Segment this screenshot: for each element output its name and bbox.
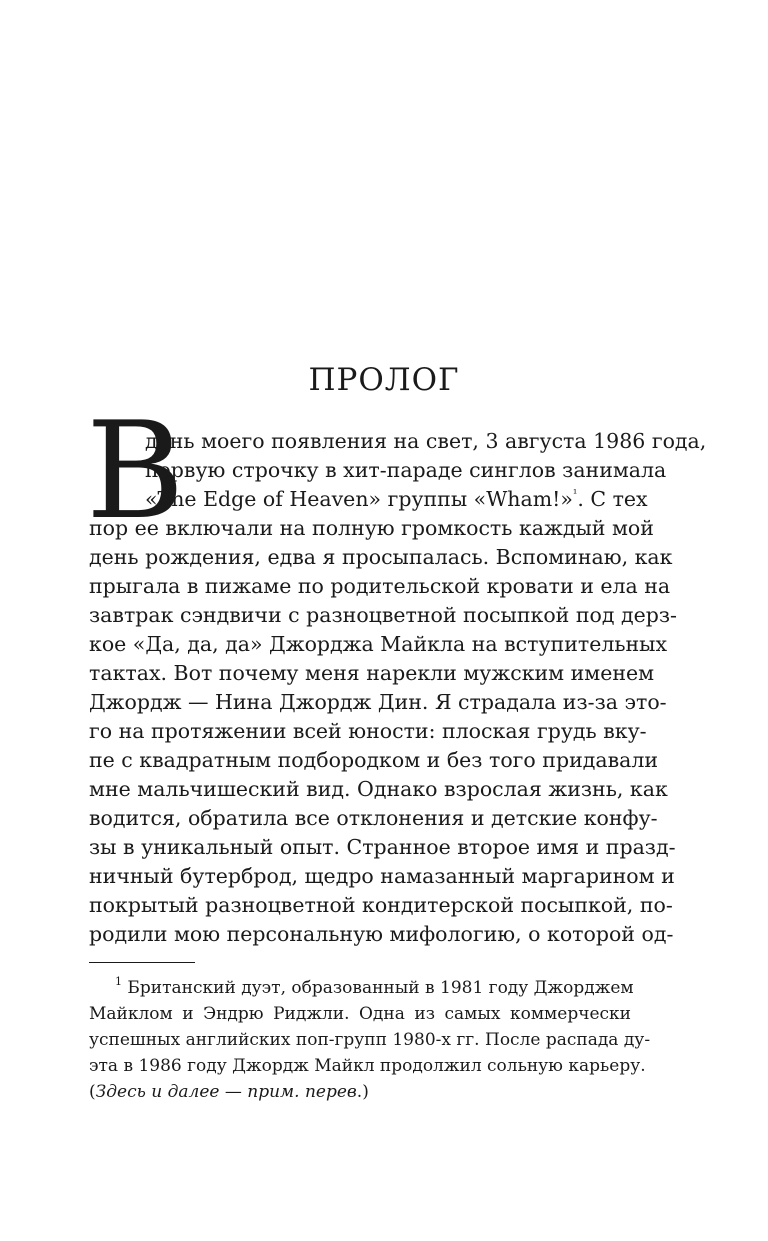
paragraph-line: кое «Да, да, да» Джорджа Майкла на вступительных xyxy=(89,632,668,656)
paragraph-line: ничный бутерброд, щедро намазанный маргарином и xyxy=(89,864,675,888)
drop-cap: В xyxy=(86,393,185,549)
paragraph-line-text: . С тех xyxy=(577,487,648,511)
paragraph-line: водится, обратила все отклонения и детские конфу- xyxy=(89,806,658,830)
paragraph-line: мне мальчишеский вид. Однако взрослая жизнь, как xyxy=(89,777,668,801)
footnote-line-text: Британский дуэт, образованный в 1981 году Джорджем xyxy=(127,978,634,998)
footnote-divider xyxy=(89,962,195,963)
paragraph-line: пор ее включали на полную громкость каждый мой xyxy=(89,516,654,540)
footnote-line-text: ( xyxy=(89,1082,96,1102)
paragraph-line: прыгала в пижаме по родительской кровати и ела на xyxy=(89,574,671,598)
paragraph-line: первую строчку в хит-параде синглов занимала xyxy=(145,458,667,482)
paragraph-line: день рождения, едва я просыпалась. Вспоминаю, как xyxy=(89,545,673,569)
footnote-line xyxy=(115,974,634,1002)
paragraph-line: завтрак сэндвичи с разноцветной посыпкой под дерз- xyxy=(89,603,677,627)
footnote-line: Майклом и Эндрю Риджли. Одна из самых коммерчески xyxy=(89,1004,631,1024)
paragraph-line-text: «The Edge of Heaven» группы «Wham!» xyxy=(145,487,573,511)
paragraph-line: Джордж — Нина Джордж Дин. Я страдала из-за это- xyxy=(89,690,667,714)
footnote-line xyxy=(89,1078,369,1106)
paragraph-line: день моего появления на свет, 3 августа 1986 года, xyxy=(145,429,707,453)
paragraph-line: тактах. Вот почему меня нарекли мужским именем xyxy=(89,661,655,685)
footnote-number: 1 xyxy=(115,975,122,989)
chapter-title: ПРОЛОГ xyxy=(308,362,460,398)
paragraph-line: го на протяжении всей юности: плоская грудь вку- xyxy=(89,719,647,743)
footnote-marker: ¹ xyxy=(572,487,578,501)
paragraph-line: покрытый разноцветной кондитерской посыпкой, по- xyxy=(89,893,673,917)
footnote-line-text: .) xyxy=(356,1082,369,1102)
footnote-line: эта в 1986 году Джордж Майкл продолжил сольную карьеру. xyxy=(89,1056,646,1076)
paragraph-line xyxy=(145,484,648,514)
paragraph-line: пе с квадратным подбородком и без того придавали xyxy=(89,748,659,772)
footnote-line: успешных английских поп-групп 1980-х гг. После распада ду- xyxy=(89,1030,651,1050)
footnote-italic-note: Здесь и далее — прим. перев xyxy=(95,1082,357,1102)
paragraph-line: зы в уникальный опыт. Странное второе имя и празд- xyxy=(89,835,676,859)
paragraph-line: родили мою персональную мифологию, о которой од- xyxy=(89,922,674,946)
